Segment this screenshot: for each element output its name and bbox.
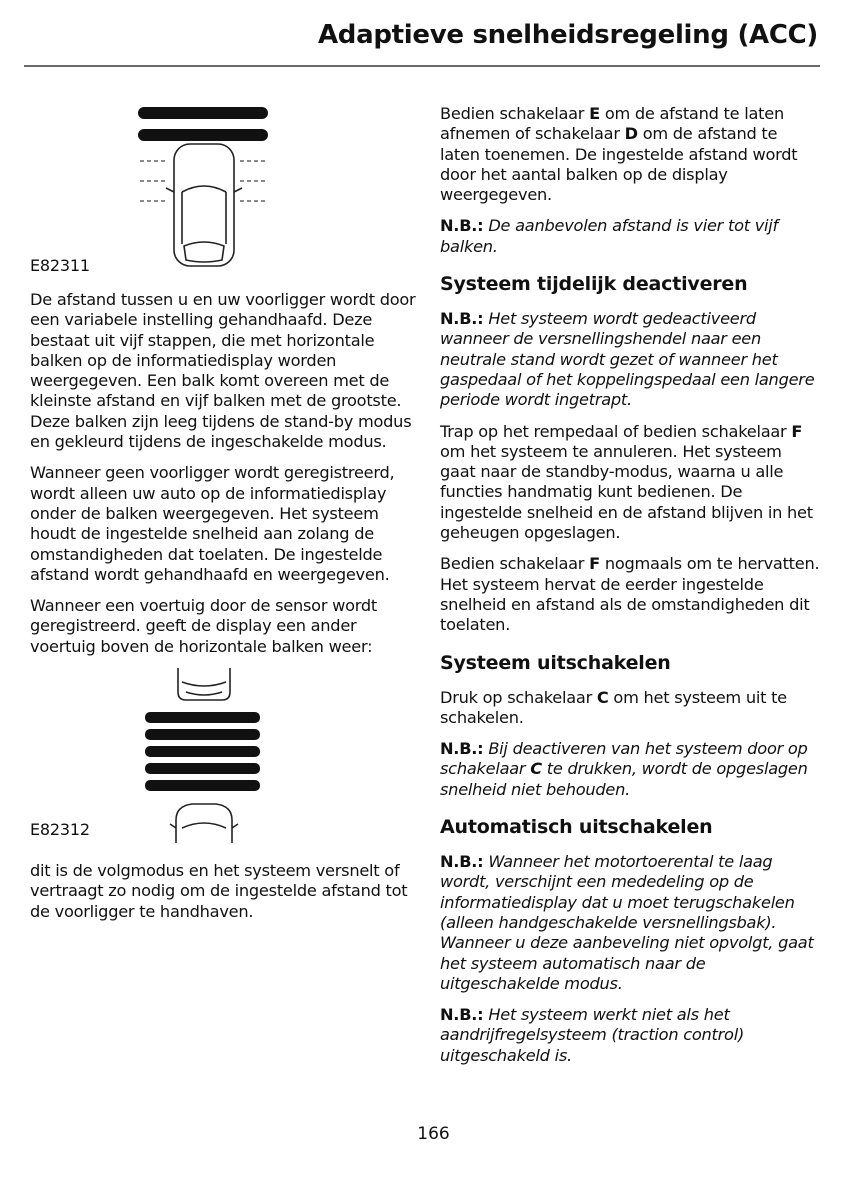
switch-key: E	[589, 104, 600, 123]
figure-id: E82311	[30, 256, 90, 275]
note-label: N.B.:	[440, 852, 484, 872]
switch-key: F	[589, 554, 600, 574]
note-label: N.B.:	[440, 216, 484, 236]
distance-display-illustration	[30, 104, 422, 274]
header-rule	[24, 65, 820, 67]
paragraph: Wanneer geen voorligger wordt geregistreerd, wordt alleen uw auto op de informatiedisplay onder de balken weergegeven. Het systeem houdt de ingestelde snelheid aan zolang de omstandigheden dat toelaten. De ingestelde afstand wordt gehandhaafd en weergegeven.	[30, 463, 395, 584]
note-label: N.B.:	[440, 739, 484, 759]
lead-car-icon	[178, 668, 230, 700]
note-label: N.B.:	[440, 309, 484, 329]
own-car-icon	[166, 144, 242, 266]
note: N.B.: Wanneer het motortoerental te laag wordt, verschijnt een mededeling op de informatiedisplay dat u moet terugschakelen (alleen handgeschakelde versnellingsbak). Wanneer u deze aanbeveling niet opvolgt, gaat het systeem automatisch naar de uitgeschakelde modus.	[440, 852, 814, 993]
figure-id: E82312	[30, 820, 90, 840]
switch-key: D	[624, 124, 638, 144]
distance-bar	[145, 729, 260, 740]
note-label: N.B.:	[440, 1005, 484, 1025]
distance-bar	[138, 129, 268, 141]
note: N.B.: Het systeem wordt gedeactiveerd wanneer de versnellingshendel naar een neutrale stand wordt gezet of wanneer het gaspedaal of het koppelingspedaal een langere periode wordt ingetrapt.	[440, 309, 815, 410]
page-title: Adaptieve snelheidsregeling (ACC)	[317, 20, 818, 50]
right-column	[440, 104, 820, 1077]
note: N.B.: Het systeem werkt niet als het aandrijfregelsysteem (traction control) uitgeschakeld is.	[440, 1005, 745, 1065]
note: N.B.: Bij deactiveren van het systeem door op schakelaar C te drukken, wordt de opgeslagen snelheid niet behouden.	[440, 739, 808, 799]
paragraph: dit is de volgmodus en het systeem versnelt of vertraagt zo nodig om de ingestelde afstand tot de voorligger te handhaven.	[30, 861, 408, 921]
figure-follow-mode	[30, 668, 422, 843]
paragraph: Bedien schakelaar E om de afstand te laten afnemen of schakelaar D om de afstand te laten toenemen. De ingestelde afstand wordt door het aantal balken op de display weergegeven.	[440, 104, 798, 205]
distance-bar	[145, 780, 260, 791]
page-number: 166	[417, 1124, 450, 1144]
switch-key: F	[791, 421, 803, 441]
paragraph: Druk op schakelaar C om het systeem uit te schakelen.	[440, 687, 787, 727]
paragraph: Bedien schakelaar F nogmaals om te hervatten. Het systeem hervat de eerder ingestelde snelheid en afstand als de omstandigheden dit toelaten.	[440, 554, 820, 635]
figure-distance-bars	[30, 104, 422, 274]
own-car-icon	[170, 804, 238, 843]
distance-bar	[145, 746, 260, 757]
note: N.B.: De aanbevolen afstand is vier tot vijf balken.	[440, 216, 778, 256]
section-heading: Systeem tijdelijk deactiveren	[440, 273, 748, 296]
section-heading: Automatisch uitschakelen	[440, 816, 713, 839]
distance-bar	[145, 712, 260, 723]
paragraph: De afstand tussen u en uw voorligger wordt door een variabele instelling gehandhaafd. Deze bestaat uit vijf stappen, die met horizontale balken op de informatiedisplay worden weergegeven. Een balk komt overeen met de kleinste afstand en vijf balken met de grootste. Deze balken zijn leeg tijdens de stand-by modus en gekleurd tijdens de ingeschakelde modus.	[30, 290, 416, 452]
paragraph: Wanneer een voertuig door de sensor wordt geregistreerd. geeft de display een ander voertuig boven de horizontale balken weer:	[30, 596, 378, 656]
switch-key: C	[530, 759, 542, 779]
switch-key: C	[596, 687, 609, 707]
follow-mode-illustration	[30, 668, 422, 843]
section-heading: Systeem uitschakelen	[440, 651, 671, 674]
distance-bar	[145, 763, 260, 774]
lane-markers	[140, 161, 268, 201]
left-column	[30, 104, 422, 933]
paragraph: Trap op het rempedaal of bedien schakelaar F om het systeem te annuleren. Het systeem gaat naar de standby-modus, waarna u alle functies handmatig kunt bedienen. De ingestelde snelheid en de afstand blijven in het geheugen opgeslagen.	[440, 421, 813, 543]
distance-bar	[138, 107, 268, 119]
